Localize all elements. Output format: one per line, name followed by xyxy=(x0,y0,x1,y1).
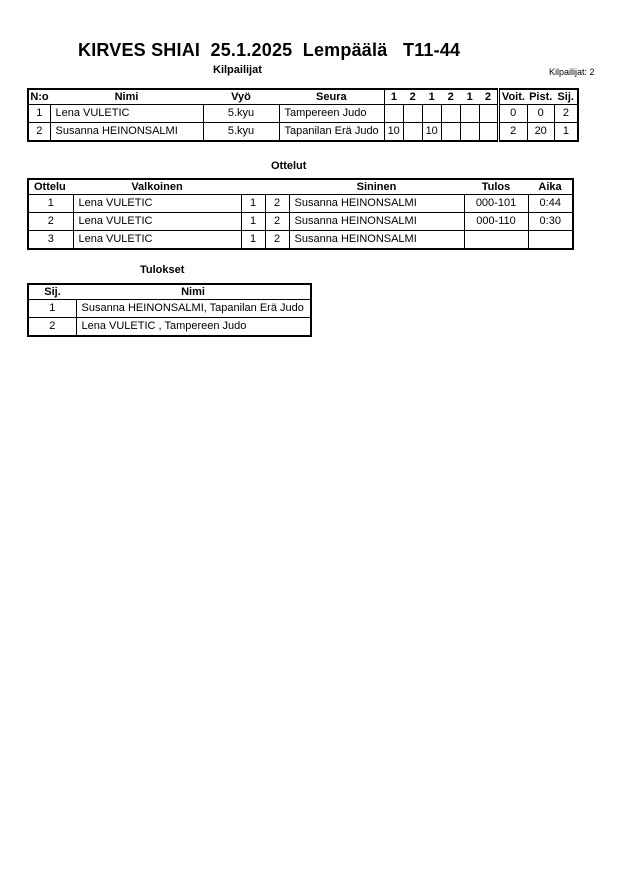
cell-score-6 xyxy=(479,105,498,123)
cell-tulos: 000-110 xyxy=(464,213,528,231)
cell-valkoinen: Lena VULETIC xyxy=(73,231,241,250)
col-header-seura: Seura xyxy=(279,89,384,105)
cell-aika: 0:30 xyxy=(528,213,573,231)
col-header-no: N:o xyxy=(28,89,50,105)
cell-sininen: Susanna HEINONSALMI xyxy=(289,195,464,213)
ottelut-header-row xyxy=(28,179,573,195)
ottelut-table xyxy=(27,178,574,250)
cell-aika xyxy=(528,231,573,250)
cell-pist: 20 xyxy=(527,123,554,142)
col-header-ottelu: Ottelu xyxy=(28,179,73,195)
cell-score-2 xyxy=(403,123,422,142)
cell-voit: 2 xyxy=(498,123,527,142)
col-header-pist: Pist. xyxy=(529,91,553,103)
cell-sininen: Susanna HEINONSALMI xyxy=(289,231,464,250)
cell-nimi: Lena VULETIC , Tampereen Judo xyxy=(76,318,311,337)
cell-no: 1 xyxy=(28,105,50,123)
cell-seura: Tapanilan Erä Judo xyxy=(279,123,384,142)
cell-score-4 xyxy=(441,123,460,142)
col-header-valkoinen: Valkoinen xyxy=(73,179,241,195)
col-header-sininen: Sininen xyxy=(289,179,464,195)
col-header-tulos: Tulos xyxy=(464,179,528,195)
cell-point-2: 2 xyxy=(265,213,289,231)
section-heading-ottelut: Ottelut xyxy=(271,160,307,172)
col-header-nimi: Nimi xyxy=(50,89,203,105)
kilpailijat-header-row xyxy=(28,89,578,105)
cell-score-6 xyxy=(479,123,498,142)
cell-valkoinen: Lena VULETIC xyxy=(73,195,241,213)
cell-score-1 xyxy=(384,105,403,123)
section-heading-kilpailijat: Kilpailijat xyxy=(213,64,262,76)
result-row xyxy=(28,300,311,318)
cell-point-2: 2 xyxy=(265,195,289,213)
cell-ottelu: 1 xyxy=(28,195,73,213)
cell-score-4 xyxy=(441,105,460,123)
tulokset-header-row xyxy=(28,284,311,300)
col-header-voit: Voit. xyxy=(498,89,527,105)
cell-score-3: 10 xyxy=(422,123,441,142)
match-row xyxy=(28,231,573,250)
col-header-score-3: 1 xyxy=(422,89,441,105)
cell-voit: 0 xyxy=(498,105,527,123)
competitors-count-label: Kilpailijat: 2 xyxy=(549,67,595,77)
col-header-match-points xyxy=(241,179,289,195)
cell-sininen: Susanna HEINONSALMI xyxy=(289,213,464,231)
col-header-aika: Aika xyxy=(528,179,573,195)
cell-nimi: Susanna HEINONSALMI xyxy=(50,123,203,142)
cell-sij: 2 xyxy=(554,105,578,123)
cell-sij: 1 xyxy=(28,300,76,318)
competitor-row xyxy=(28,123,578,142)
cell-point-1: 1 xyxy=(241,213,265,231)
cell-ottelu: 3 xyxy=(28,231,73,250)
cell-ottelu: 2 xyxy=(28,213,73,231)
col-header-score-5: 1 xyxy=(460,89,479,105)
col-header-vyo: Vyö xyxy=(203,89,279,105)
cell-tulos xyxy=(464,231,528,250)
col-header-nimi: Nimi xyxy=(76,284,311,300)
result-row xyxy=(28,318,311,337)
match-row xyxy=(28,213,573,231)
col-header-sij: Sij. xyxy=(554,89,578,105)
cell-seura: Tampereen Judo xyxy=(279,105,384,123)
cell-valkoinen: Lena VULETIC xyxy=(73,213,241,231)
cell-nimi: Susanna HEINONSALMI, Tapanilan Erä Judo xyxy=(76,300,311,318)
page-title: KIRVES SHIAI 25.1.2025 Lempäälä T11-44 xyxy=(78,40,461,60)
cell-aika: 0:44 xyxy=(528,195,573,213)
cell-vyo: 5.kyu xyxy=(203,105,279,123)
cell-score-1: 10 xyxy=(384,123,403,142)
col-header-score-4: 2 xyxy=(441,89,460,105)
match-row xyxy=(28,195,573,213)
cell-sij: 1 xyxy=(554,123,578,142)
cell-nimi: Lena VULETIC xyxy=(50,105,203,123)
cell-point-2: 2 xyxy=(265,231,289,250)
cell-point-1: 1 xyxy=(241,231,265,250)
col-header-score-1: 1 xyxy=(384,89,403,105)
cell-point-1: 1 xyxy=(241,195,265,213)
cell-score-5 xyxy=(460,123,479,142)
cell-tulos: 000-101 xyxy=(464,195,528,213)
cell-score-5 xyxy=(460,105,479,123)
cell-sij: 2 xyxy=(28,318,76,337)
col-header-score-6: 2 xyxy=(479,89,498,105)
cell-pist: 0 xyxy=(527,105,554,123)
tulokset-table xyxy=(27,283,312,337)
competitor-row xyxy=(28,105,578,123)
cell-no: 2 xyxy=(28,123,50,142)
cell-score-2 xyxy=(403,105,422,123)
section-heading-tulokset: Tulokset xyxy=(140,264,185,276)
col-header-sij: Sij. xyxy=(28,284,76,300)
kilpailijat-table xyxy=(27,88,579,142)
col-header-score-2: 2 xyxy=(403,89,422,105)
cell-score-3 xyxy=(422,105,441,123)
cell-vyo: 5.kyu xyxy=(203,123,279,142)
